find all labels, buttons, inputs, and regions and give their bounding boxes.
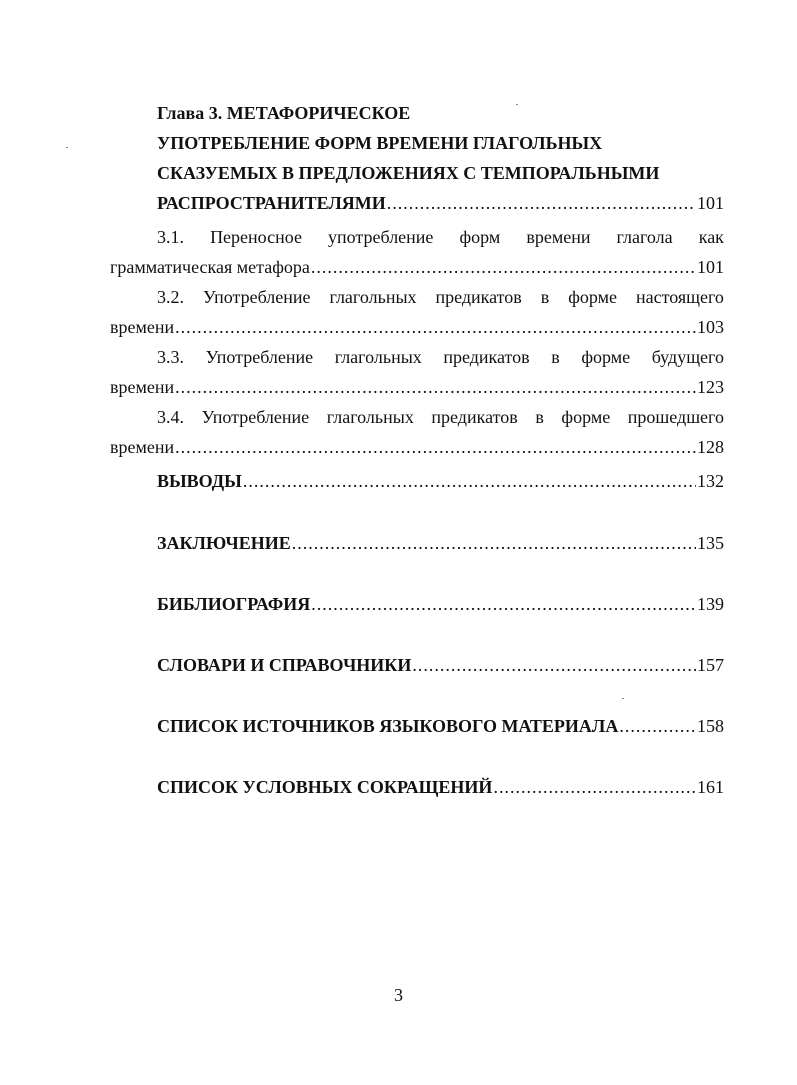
word: глагольных: [334, 347, 422, 367]
word: глагольных: [326, 407, 414, 427]
subsection-first-line: [110, 342, 724, 372]
word: форм: [459, 227, 501, 247]
word: Употребление: [201, 407, 310, 427]
scan-speck: [622, 698, 624, 699]
subsection-first-line: [110, 282, 724, 312]
page-number: 157: [697, 655, 724, 675]
word: глагольных: [329, 287, 417, 307]
dot-leader: [311, 589, 696, 619]
word: прошедшего: [627, 407, 724, 427]
subsection-first-line: [110, 222, 724, 252]
subsection-second-line: [110, 372, 724, 402]
toc-entry: [157, 650, 724, 680]
section-title: ВЫВОДЫ: [157, 471, 242, 491]
page-number: 128: [697, 437, 724, 457]
dot-leader: [387, 188, 696, 218]
word: глагола: [616, 227, 673, 247]
dot-leader: [175, 312, 696, 342]
section-title: СПИСОК ИСТОЧНИКОВ ЯЗЫКОВОГО МАТЕРИАЛА: [157, 716, 619, 736]
dot-leader: [175, 432, 696, 462]
word: 3.1.: [157, 227, 184, 247]
page-number: 135: [697, 533, 724, 553]
word: предикатов: [435, 287, 522, 307]
page-number: 101: [697, 193, 724, 213]
scan-speck: [516, 104, 518, 105]
page-number: 158: [697, 716, 724, 736]
subsection-text: времени: [110, 437, 175, 457]
word: в: [540, 287, 550, 307]
conclusions-entry: [157, 466, 724, 496]
word: будущего: [651, 347, 724, 367]
page-number: 139: [697, 594, 724, 614]
section-title: СПИСОК УСЛОВНЫХ СОКРАЩЕНИЙ: [157, 777, 493, 797]
word: настоящего: [635, 287, 724, 307]
scan-speck: [66, 147, 68, 148]
word: 3.3.: [157, 347, 184, 367]
word: Употребление: [202, 287, 311, 307]
page-number: 123: [697, 377, 724, 397]
word: времени: [526, 227, 591, 247]
dot-leader: [311, 252, 696, 282]
chapter-3-entry: [157, 98, 724, 218]
dot-leader: [292, 528, 696, 558]
chapter-title-line: РАСПРОСТРАНИТЕЛЯМИ: [157, 193, 386, 213]
section-title: СЛОВАРИ И СПРАВОЧНИКИ: [157, 655, 412, 675]
footer-page-number: 3: [394, 985, 403, 1005]
subsection-second-line: [110, 252, 724, 282]
dot-leader: [619, 711, 696, 741]
word: в: [535, 407, 544, 427]
page-number: 132: [697, 471, 724, 491]
page-number: 103: [697, 317, 724, 337]
subsection-text: времени: [110, 377, 175, 397]
dot-leader: [493, 772, 696, 802]
toc-entry: [157, 528, 724, 558]
subsection-text: грамматическая метафора: [110, 257, 310, 277]
word: форме: [561, 407, 611, 427]
word: предикатов: [431, 407, 518, 427]
subsection-list: [110, 222, 724, 462]
dot-leader: [175, 372, 696, 402]
toc-entry: [157, 589, 724, 619]
chapter-title-line: СКАЗУЕМЫХ В ПРЕДЛОЖЕНИЯХ С ТЕМПОРАЛЬНЫМИ: [157, 163, 660, 183]
subsection-second-line: [110, 312, 724, 342]
word: форме: [581, 347, 631, 367]
page-number: 161: [697, 777, 724, 797]
toc-entry: [157, 772, 724, 802]
word: 3.2.: [157, 287, 184, 307]
word: 3.4.: [157, 407, 184, 427]
subsection-second-line: [110, 432, 724, 462]
toc-entry: [157, 711, 724, 741]
subsection-first-line: [110, 402, 724, 432]
dot-leader: [243, 466, 696, 496]
word: как: [698, 227, 724, 247]
word: форме: [568, 287, 617, 307]
chapter-title-line: Глава 3. МЕТАФОРИЧЕСКОЕ: [157, 103, 411, 123]
word: предикатов: [443, 347, 530, 367]
word: в: [551, 347, 560, 367]
dot-leader: [412, 650, 696, 680]
chapter-title-line: УПОТРЕБЛЕНИЕ ФОРМ ВРЕМЕНИ ГЛАГОЛЬНЫХ: [157, 133, 603, 153]
page-number: 101: [697, 257, 724, 277]
word: Переносное: [210, 227, 302, 247]
word: Употребление: [205, 347, 314, 367]
subsection-text: времени: [110, 317, 175, 337]
section-title: ЗАКЛЮЧЕНИЕ: [157, 533, 291, 553]
word: употребление: [328, 227, 434, 247]
chapter-title-last-line: [157, 188, 724, 218]
section-title: БИБЛИОГРАФИЯ: [157, 594, 311, 614]
